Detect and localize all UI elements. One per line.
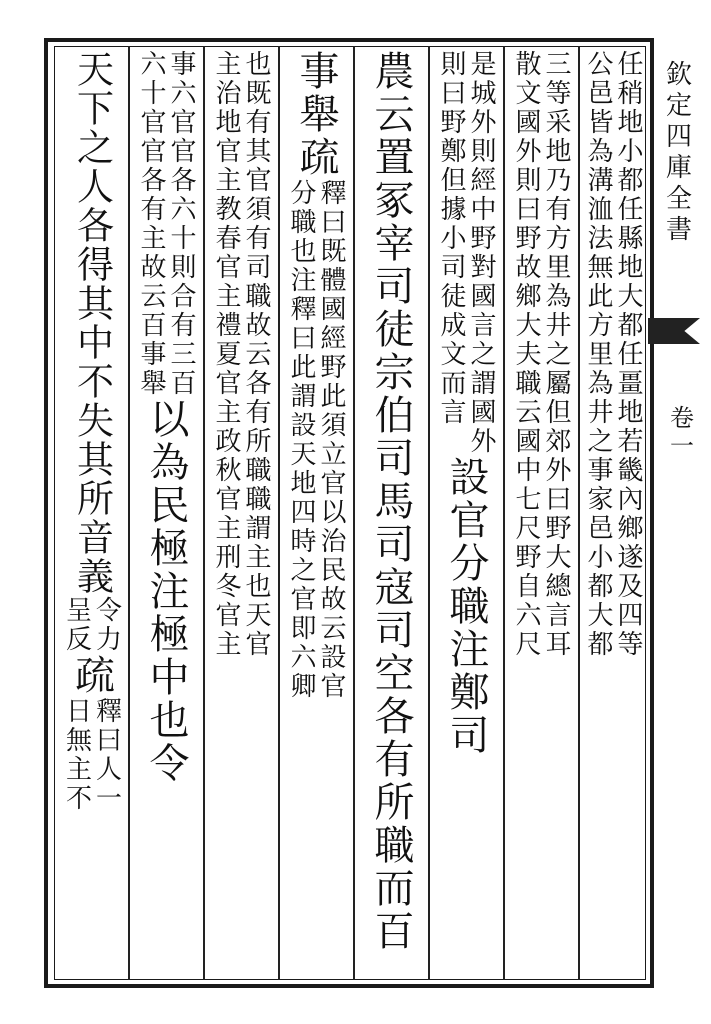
text-column-5: 事舉疏 釋曰既體國經野此須立官以治民故云設官 分職也注釋曰此謂設天地四時之官即六卿 xyxy=(286,50,346,701)
text-column-1: 任稍地小都任縣地大都任畺地若畿內鄉遂及四等 公邑皆為溝洫法無此方里為井之事家邑小都大都 xyxy=(583,50,643,659)
text-column-4: 農云置冢宰司徒宗伯司馬司寇司空各有所職而百 xyxy=(368,50,414,953)
book-title: 欽定四庫全書 xyxy=(661,60,692,246)
text-column-8: 天下之人各得其中不失其所音義 令力 呈反 疏 釋曰人一 日無主不 xyxy=(61,50,122,813)
text-column-7: 事六官官各六十則合有三百 六十官官各有主故云百事舉 以為民極注極中也令 xyxy=(136,50,196,785)
text-column-3: 是城外則經中野對國言之謂國外 則曰野鄭但據小司徒成文而言 設官分職注鄭司 xyxy=(436,50,496,757)
juan-label: 卷一 xyxy=(665,405,694,461)
text-column-6: 也既有其官須有司職故云各有所職職謂主也天官 主治地官主教春官主禮夏官主政秋官主刑冬官主 xyxy=(211,50,271,659)
text-column-2: 三等采地乃有方里為井之屬但郊外曰野大總言耳 散文國外則曰野故鄉大夫職云國中七尺野自六尺 xyxy=(511,50,571,659)
